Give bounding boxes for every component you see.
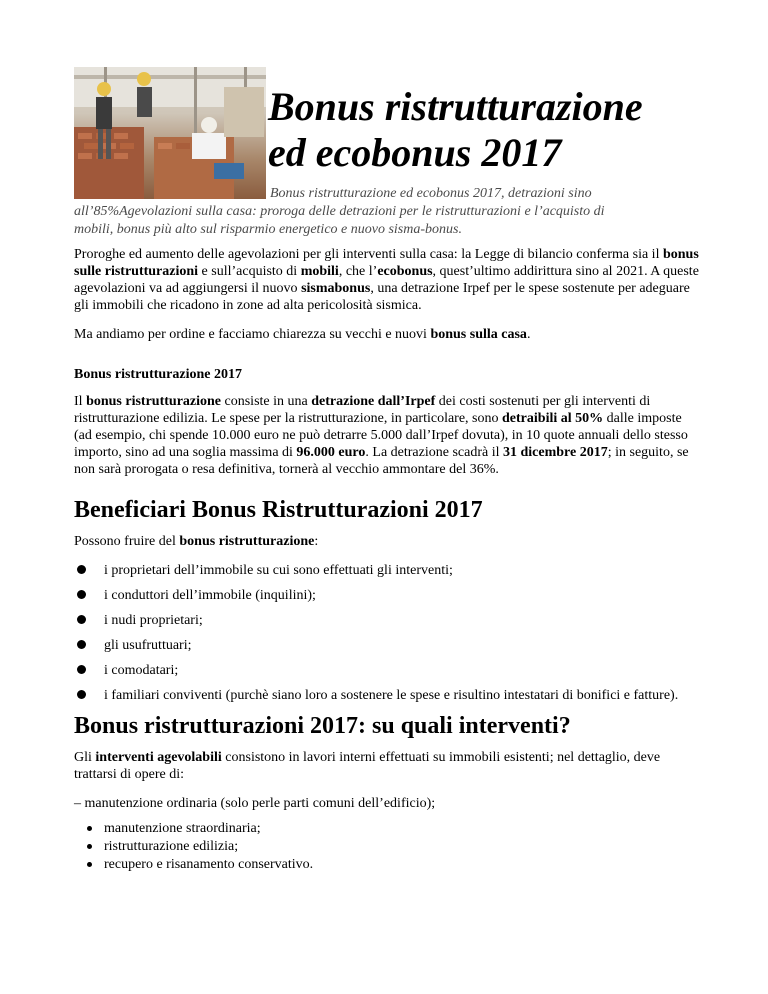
list-item <box>74 612 700 629</box>
caption-line-1: Bonus ristrutturazione ed ecobonus 2017, detrazioni sino <box>270 186 592 201</box>
section3-heading: Bonus ristrutturazioni 2017: su quali interventi? <box>74 713 571 739</box>
photo-caption <box>74 185 714 239</box>
list-item-text: i conduttori dell’immobile (inquilini); <box>104 588 316 603</box>
bullet-icon <box>77 640 86 649</box>
text-run: e sull’acquisto di <box>198 264 301 279</box>
text-run: Ma andiamo per ordine e facciamo chiarezza su vecchi e nuovi <box>74 327 431 342</box>
bold-text: bonus ristrutturazione <box>179 534 315 549</box>
construction-workers-photo <box>74 67 266 199</box>
text-run: . <box>526 327 531 342</box>
text-run: ; in seguito, se non sarà prorogata o resa definitiva, tornerà al vecchio ammontare del 36%. <box>74 445 689 477</box>
list-item-text: ristrutturazione edilizia; <box>104 839 239 854</box>
bullet-icon <box>77 690 86 699</box>
list-item <box>74 662 700 679</box>
list-item-text: recupero e risanamento conservativo. <box>104 857 314 872</box>
text-run: . La detrazione scadrà il <box>365 445 503 460</box>
bullet-icon <box>77 590 86 599</box>
list-item <box>74 562 700 579</box>
text-run: , quest’ultimo addirittura sino al 2021. A queste agevolazioni va ad aggiungersi il nuovo <box>74 264 699 296</box>
bullet-icon <box>77 565 86 574</box>
bullet-icon <box>87 844 92 849</box>
text-run: : <box>314 534 319 549</box>
beneficiaries-list <box>74 562 700 704</box>
photo-illustration <box>74 67 266 199</box>
list-item-text: manutenzione straordinaria; <box>104 821 261 836</box>
section2-heading: Beneficiari Bonus Ristrutturazioni 2017 <box>74 497 483 523</box>
section1-paragraph <box>74 393 700 478</box>
caption-line-3: mobili, bonus più alto sul risparmio energetico e nuovo sisma-bonus. <box>74 222 462 237</box>
text-run: Possono fruire del <box>74 534 180 549</box>
list-item-text: i nudi proprietari; <box>104 613 203 628</box>
bullet-icon <box>77 665 86 674</box>
intro-paragraph-2 <box>74 326 700 343</box>
list-item-text: gli usufruttuari; <box>104 638 192 653</box>
bold-text: bonus sulle ristrutturazioni <box>74 247 699 279</box>
list-item <box>74 687 700 704</box>
list-item-text: i comodatari; <box>104 663 179 678</box>
text-run: Proroghe ed aumento delle agevolazioni per gli interventi sulla casa: la Legge di bilancio conferma sia il <box>74 247 663 262</box>
list-item <box>74 587 700 604</box>
text-run: consiste in una <box>221 394 312 409</box>
text-run: Gli <box>74 750 96 765</box>
text-run: Il <box>74 394 87 409</box>
text-run: dalle imposte (ad esempio, chi spende 10.000 euro ne può detrarre 5.000 dall’Irpef dovuta), in 10 quote annuali dello stesso importo, sino ad una soglia massima di <box>74 411 688 460</box>
text-run: , una detrazione Irpef per le spese sostenute per adeguare gli immobili che ricadono in zone ad alta pericolosità sismica. <box>74 281 690 313</box>
bold-text: interventi agevolabili <box>95 750 222 765</box>
intro-paragraph <box>74 246 700 314</box>
section2-lead <box>74 533 700 550</box>
bullet-icon <box>87 826 92 831</box>
title-line-1: Bonus ristrutturazione <box>268 84 643 129</box>
list-item-text: i proprietari dell’immobile su cui sono effettuati gli interventi; <box>104 563 453 578</box>
list-item <box>74 856 700 873</box>
bold-text: sismabonus <box>301 281 371 296</box>
article-title <box>268 84 748 176</box>
section3-lead <box>74 749 700 783</box>
list-item <box>74 637 700 654</box>
bold-text: 31 dicembre 2017 <box>502 445 608 460</box>
interventions-list <box>74 820 700 873</box>
section1-heading: Bonus ristrutturazione 2017 <box>74 367 242 382</box>
bold-text: detraibili al 50% <box>502 411 604 426</box>
caption-line-2: all’85%Agevolazioni sulla casa: proroga delle detrazioni per le ristrutturazioni e l’acquisto di <box>74 204 605 219</box>
list-item-text: i familiari conviventi (purchè siano loro a sostenere le spese e risultino intestatari di bonifici e fatture). <box>104 688 679 703</box>
bold-text: 96.000 euro <box>296 445 366 460</box>
bold-text: bonus ristrutturazione <box>86 394 222 409</box>
title-line-2: ed ecobonus 2017 <box>268 130 562 175</box>
bold-text: mobili <box>300 264 339 279</box>
list-item <box>74 820 700 837</box>
text-run: , che l’ <box>338 264 378 279</box>
bullet-icon <box>77 615 86 624</box>
bold-text: bonus sulla casa <box>430 327 527 342</box>
bold-text: ecobonus <box>377 264 433 279</box>
article-body <box>74 246 700 874</box>
text-run: dei costi sostenuti per gli interventi di ristrutturazione edilizia. Le spese per la ristrutturazione, in particolare, sono <box>74 394 651 426</box>
section3-dash-item: – manutenzione ordinaria (solo perle parti comuni dell’edificio); <box>74 796 436 811</box>
list-item <box>74 838 700 855</box>
bold-text: detrazione dall’Irpef <box>311 394 436 409</box>
bullet-icon <box>87 862 92 867</box>
text-run: consistono in lavori interni effettuati su immobili esistenti; nel dettaglio, deve trattarsi di opere di: <box>74 750 661 782</box>
